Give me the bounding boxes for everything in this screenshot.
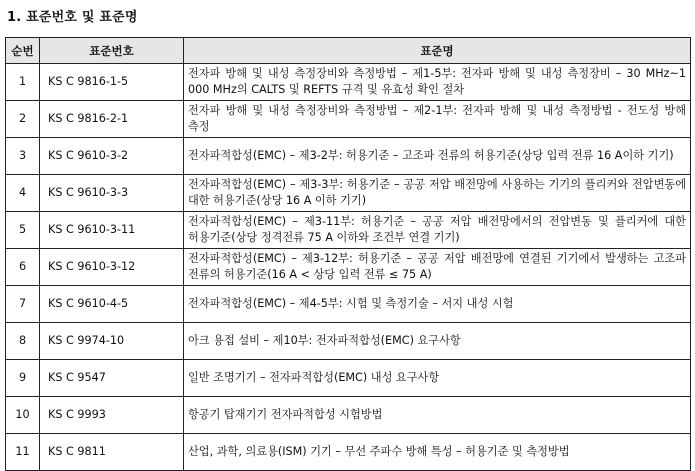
row-num: 8: [6, 323, 40, 360]
row-num: 4: [6, 175, 40, 212]
row-name: 전자파적합성(EMC) – 제3-3부: 허용기준 – 공공 저압 배전망에 사용하는 기기의 플리커와 전압변동에 대한 허용기준(상당 16 A 이하 기기): [184, 175, 691, 212]
row-num: 6: [6, 249, 40, 286]
row-code: KS C 9610-3-3: [40, 175, 184, 212]
header-num: 순번: [6, 38, 40, 64]
row-code: KS C 9610-3-12: [40, 249, 184, 286]
table-row: [6, 249, 691, 286]
row-code: KS C 9816-1-5: [40, 64, 184, 101]
row-code: KS C 9993: [40, 397, 184, 434]
table-row: [6, 434, 691, 471]
row-code: KS C 9610-4-5: [40, 286, 184, 323]
row-name: 전자파적합성(EMC) – 제3-11부: 허용기준 – 공공 저압 배전망에서의 전압변동 및 플리커에 대한 허용기준(상당 정격전류 75 A 이하와 조건부 연결 기기): [184, 212, 691, 249]
table-row: [6, 175, 691, 212]
row-code: KS C 9816-2-1: [40, 101, 184, 138]
table-row: [6, 360, 691, 397]
row-name: 전자파적합성(EMC) – 제3-2부: 허용기준 – 고조파 전류의 허용기준(상당 입력 전류 16 A이하 기기): [184, 138, 691, 175]
row-name: 전자파적합성(EMC) – 제4-5부: 시험 및 측정기술 – 서지 내성 시험: [184, 286, 691, 323]
table-row: [6, 212, 691, 249]
section-title: 1. 표준번호 및 표준명: [7, 10, 138, 25]
row-name: 일반 조명기기 – 전자파적합성(EMC) 내성 요구사항: [184, 360, 691, 397]
row-name: 전자파적합성(EMC) – 제3-12부: 허용기준 – 공공 저압 배전망에 연결된 기기에서 발생하는 고조파 전류의 허용기준(16 A < 상당 입력 전류 ≤ 75 A): [184, 249, 691, 286]
row-num: 10: [6, 397, 40, 434]
row-code: KS C 9610-3-11: [40, 212, 184, 249]
row-num: 5: [6, 212, 40, 249]
row-num: 11: [6, 434, 40, 471]
row-num: 3: [6, 138, 40, 175]
table-row: [6, 138, 691, 175]
row-code: KS C 9974-10: [40, 323, 184, 360]
table-row: [6, 286, 691, 323]
row-code: KS C 9811: [40, 434, 184, 471]
row-name: 아크 용접 설비 – 제10부: 전자파적합성(EMC) 요구사항: [184, 323, 691, 360]
header-name: 표준명: [184, 38, 691, 64]
table-header-row: [6, 38, 691, 64]
row-code: KS C 9610-3-2: [40, 138, 184, 175]
row-code: KS C 9547: [40, 360, 184, 397]
row-name: 항공기 탑재기기 전자파적합성 시험방법: [184, 397, 691, 434]
row-num: 7: [6, 286, 40, 323]
standards-table: [5, 37, 691, 471]
row-num: 1: [6, 64, 40, 101]
row-name: 전자파 방해 및 내성 측정장비와 측정방법 – 제1-5부: 전자파 방해 및 내성 측정장비 – 30 MHz~1 000 MHz의 CALTS 및 REFTS 규격 및 유효성 확인 절차: [184, 64, 691, 101]
row-num: 9: [6, 360, 40, 397]
row-num: 2: [6, 101, 40, 138]
table-row: [6, 101, 691, 138]
table-row: [6, 397, 691, 434]
table-row: [6, 64, 691, 101]
row-name: 전자파 방해 및 내성 측정장비와 측정방법 – 제2-1부: 전자파 방해 및 내성 측정방법 - 전도성 방해 측정: [184, 101, 691, 138]
table-row: [6, 323, 691, 360]
row-name: 산업, 과학, 의료용(ISM) 기기 – 무선 주파수 방해 특성 – 허용기준 및 측정방법: [184, 434, 691, 471]
header-code: 표준번호: [40, 38, 184, 64]
